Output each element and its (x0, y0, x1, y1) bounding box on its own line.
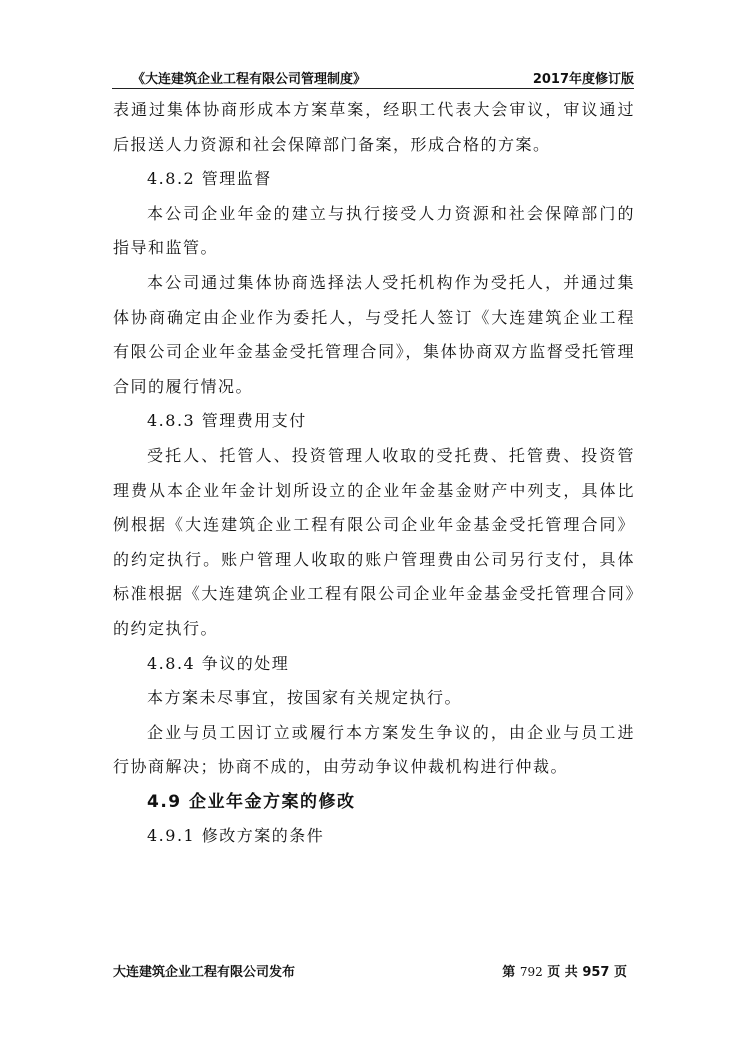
paragraph: 本公司通过集体协商选择法人受托机构作为受托人，并通过集体协商确定由企业作为委托人，与受托人签订《大连建筑企业工程有限公司企业年金基金受托管理合同》，集体协商双方监督受托管理合同的履行情况。 (113, 272, 635, 396)
header-title: 《大连建筑企业工程有限公司管理制度》 (132, 72, 367, 87)
footer-publisher: 大连建筑企业工程有限公司发布 (113, 965, 296, 980)
paragraph-continuation: 表通过集体协商形成本方案草案，经职工代表大会审议，审议通过后报送人力资源和社会保障部门备案，形成合格的方案。 (113, 100, 635, 154)
header-edition: 2017年度修订版 (532, 72, 634, 87)
subheading-4-9-1: 4.9.1 修改方案的条件 (147, 826, 325, 846)
paragraph: 本方案未尽事宜，按国家有关规定执行。 (147, 688, 463, 708)
section-heading-4-9: 4.9 企业年金方案的修改 (147, 791, 356, 812)
page-current: 792 (519, 965, 543, 979)
page-total: 957 (582, 965, 610, 980)
page-mid: 页 共 (547, 965, 578, 980)
subheading-4-8-3: 4.8.3 管理费用支付 (147, 411, 307, 431)
page-number (502, 961, 627, 980)
page-suffix: 页 (613, 965, 627, 980)
page-footer (113, 961, 635, 981)
document-body (113, 93, 635, 854)
page-header (112, 66, 634, 89)
subheading-4-8-4: 4.8.4 争议的处理 (147, 653, 290, 673)
paragraph: 企业与员工因订立或履行本方案发生争议的，由企业与员工进行协商解决；协商不成的，由劳动争议仲裁机构进行仲裁。 (113, 722, 635, 777)
subheading-4-8-2: 4.8.2 管理监督 (147, 169, 272, 189)
paragraph: 受托人、托管人、投资管理人收取的受托费、托管费、投资管理费从本企业年金计划所设立的企业年金基金财产中列支，具体比例根据《大连建筑企业工程有限公司企业年金基金受托管理合同》的约定执行。账户管理人收取的账户管理费由公司另行支付，具体标准根据《大连建筑企业工程有限公司企业年金基金受托管理合同》的约定执行。 (113, 445, 635, 638)
paragraph: 本公司企业年金的建立与执行接受人力资源和社会保障部门的指导和监管。 (113, 203, 635, 258)
page-prefix: 第 (502, 965, 516, 980)
